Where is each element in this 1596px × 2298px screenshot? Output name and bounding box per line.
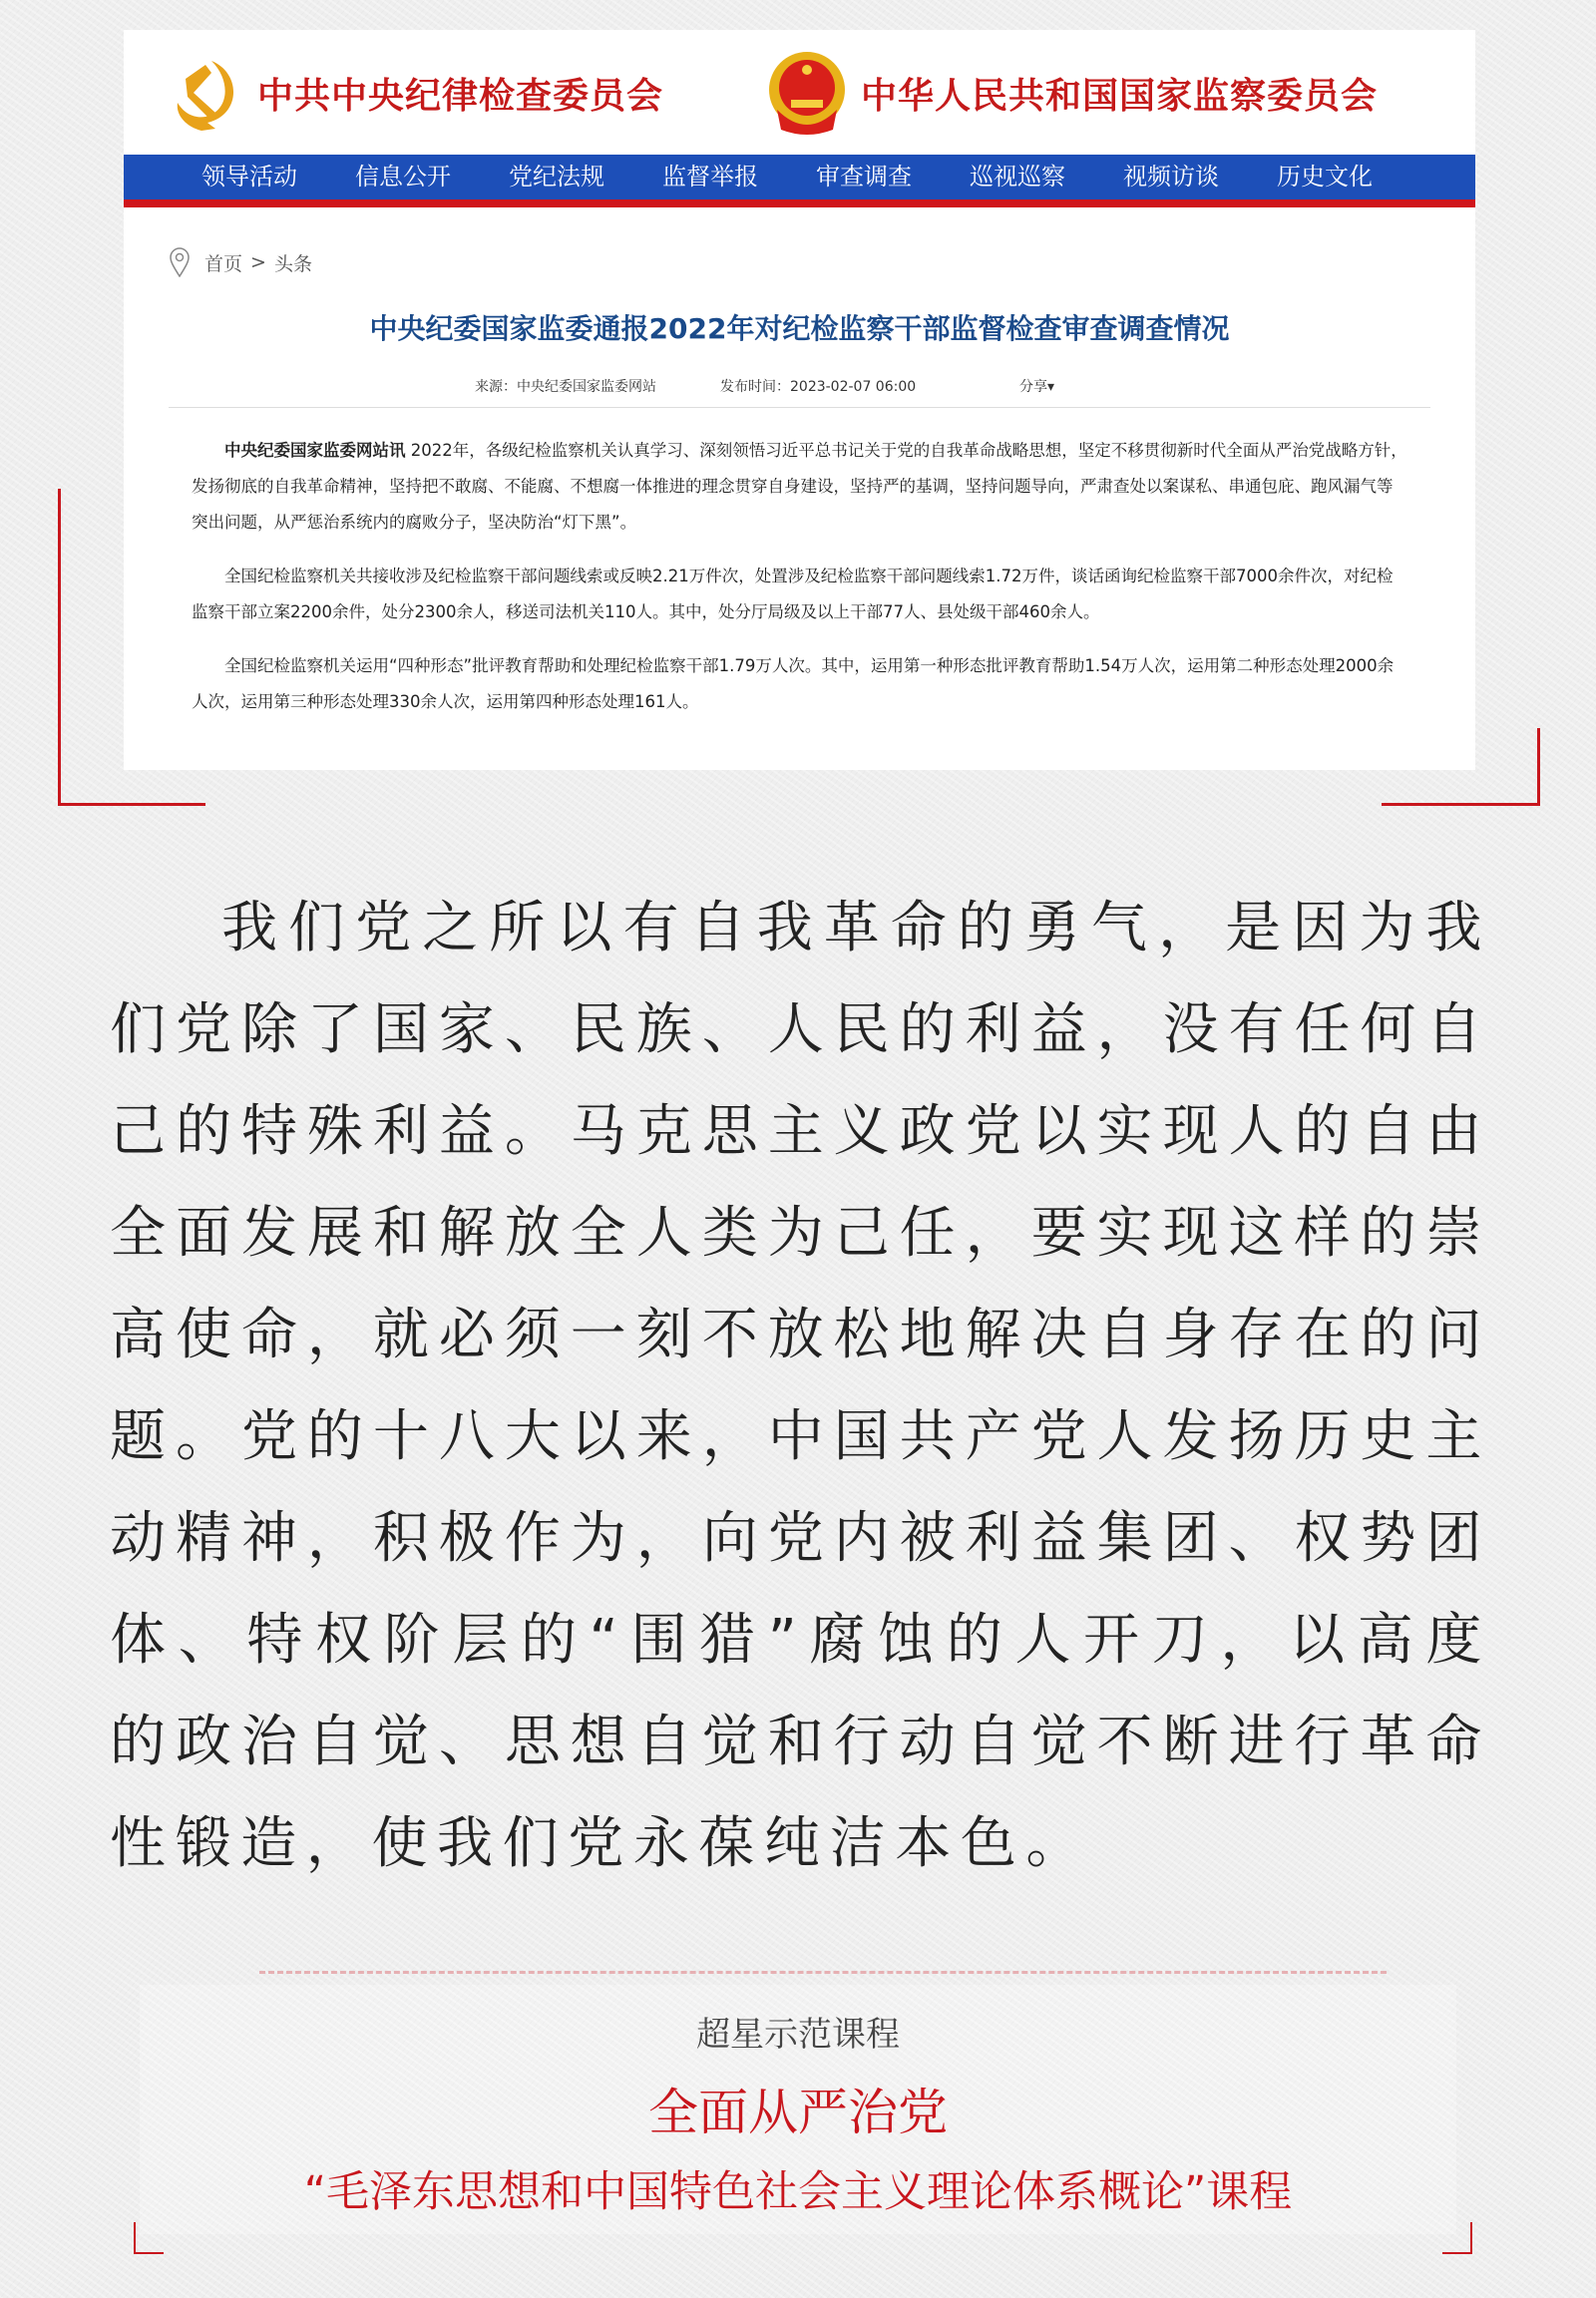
frame-line [1537, 728, 1540, 806]
footer-brand: 超星示范课程 [696, 2015, 900, 2055]
frame-line [1382, 803, 1540, 806]
footer-topic: 全面从严治党 [648, 2084, 948, 2141]
article-lead: 中央纪委国家监委网站讯 [224, 441, 406, 460]
nav-item[interactable]: 视频访谈 [1123, 163, 1219, 191]
nav-item[interactable]: 领导活动 [201, 163, 297, 191]
article-screenshot-card [124, 30, 1475, 770]
nsc-logo[interactable] [767, 48, 1378, 138]
ccdi-logo[interactable] [172, 48, 663, 138]
nav-item[interactable]: 审查调查 [816, 163, 912, 191]
article-paragraph: 全国纪检监察机关运用“四种形态”批评教育帮助和处理纪检监察干部1.79万人次。其中，运用第一种形态批评教育帮助1.54万人次，运用第二种形态处理2000余人次，运用第三种形态处理330余人次，运用第四种形态处理161人。 [192, 656, 1395, 711]
breadcrumb-separator: > [250, 251, 266, 273]
paragraph-text: 2022年，各级纪检监察机关认真学习、深刻领悟习近平总书记关于党的自我革命战略思想，坚定不移贯彻新时代全面从严治党战略方针，发扬彻底的自我革命精神，坚持把不敢腐、不能腐、不想腐一体推进的理念贯穿自身建设，坚持严的基调，坚持问题导向，严肃查处以案谋私、串通包庇、跑风漏气等突出问题，从严惩治系统内的腐败分子，坚决防治“灯下黑”。 [192, 441, 1407, 532]
body-text: 我们党之所以有自我革命的勇气，是因为我们党除了国家、民族、人民的利益，没有任何自己的特殊利益。马克思主义政党以实现人的自由全面发展和解放全人类为己任，要实现这样的崇高使命，就必须一刻不放松地解决自身存在的问题。党的十八大以来，中国共产党人发扬历史主动精神，积极作为，向党内被利益集团、权势团体、特权阶层的“围猎”腐蚀的人开刀，以高度的政治自觉、思想自觉和行动自觉不断进行革命性锻造，使我们党永葆纯洁本色。 [110, 896, 1491, 1876]
article-paragraph: 全国纪检监察机关共接收涉及纪检监察干部问题线索或反映2.21万件次，处置涉及纪检监察干部问题线索1.72万件，谈话函询纪检监察干部7000余件次，对纪检监察干部立案2200余件，处分2300余人，移送司法机关110人。其中，处分厅局级及以上干部77人、县处级干部460余人。 [192, 567, 1394, 621]
article-time: 发布时间：2023-02-07 06:00 [720, 379, 917, 395]
national-emblem-icon [767, 50, 847, 136]
nsc-name: 中华人民共和国国家监察委员会 [861, 74, 1379, 117]
dashed-divider [259, 1971, 1387, 1974]
share-button[interactable]: 分享▾ [1019, 379, 1055, 395]
frame-line [58, 803, 205, 806]
corner-bracket [1442, 2222, 1472, 2254]
location-pin-icon [169, 247, 191, 277]
party-emblem-icon [172, 53, 243, 133]
nav-bar [124, 155, 1475, 199]
nav-item[interactable]: 党纪法规 [509, 163, 604, 191]
divider [169, 407, 1430, 408]
breadcrumb-home[interactable]: 首页 [204, 252, 243, 275]
breadcrumb-current[interactable]: 头条 [273, 252, 312, 275]
nav-item[interactable]: 历史文化 [1277, 163, 1373, 191]
article-source: 来源：中央纪委国家监委网站 [475, 379, 656, 395]
frame-line [58, 489, 61, 806]
breadcrumb [169, 247, 312, 277]
corner-bracket [134, 2222, 164, 2254]
nav-item[interactable]: 巡视巡察 [970, 163, 1065, 191]
ccdi-name: 中共中央纪律检查委员会 [257, 74, 664, 117]
nav-item[interactable]: 监督举报 [662, 163, 758, 191]
nav-item[interactable]: 信息公开 [355, 163, 451, 191]
nav-red-line [124, 199, 1475, 207]
article-paragraph [192, 433, 1408, 541]
article-title: 中央纪委国家监委通报2022年对纪检监察干部监督检查审查调查情况 [369, 312, 1230, 345]
footer-course: “毛泽东思想和中国特色社会主义理论体系概论”课程 [303, 2167, 1293, 2217]
